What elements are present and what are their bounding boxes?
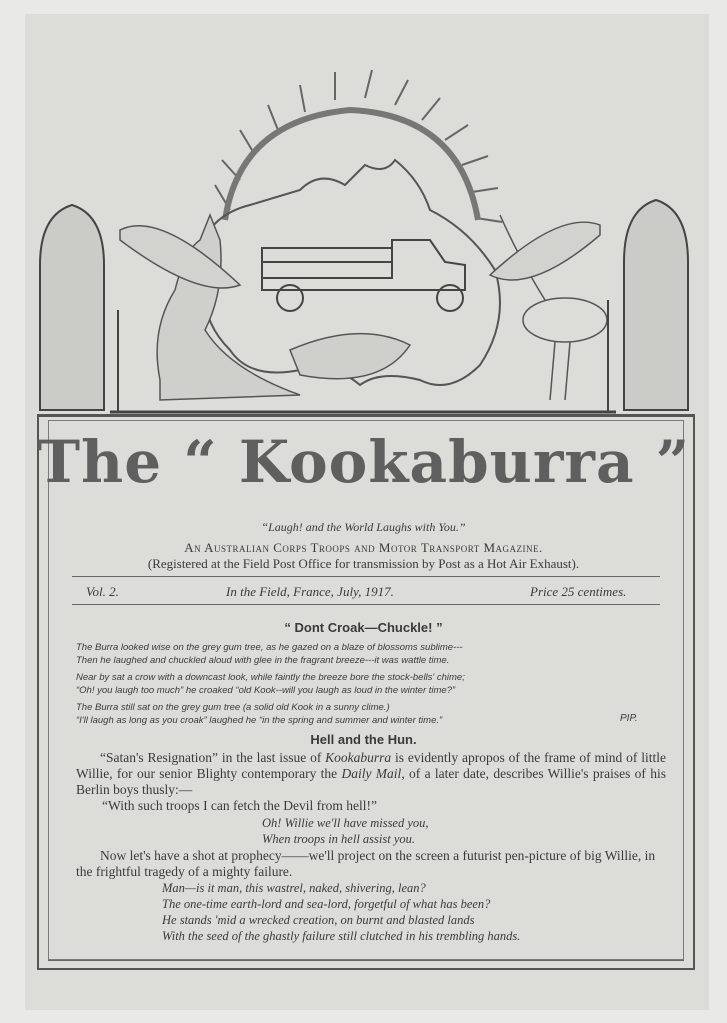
shell-right-icon xyxy=(624,200,688,410)
volume-number: Vol. 2. xyxy=(86,584,119,599)
publication-name: Daily Mail xyxy=(341,766,402,781)
poem-line: Near by sat a crow with a downcast look, while faintly the breeze bore the stock-bells' chime; xyxy=(76,672,465,683)
registration-note: (Registered at the Field Post Office for transmission by Post as a Hot Air Exhaust). xyxy=(147,556,580,571)
poem-line: “I'll laugh as long as you croak” laughed he “in the spring and summer and winter time.” xyxy=(76,714,443,726)
truck-icon xyxy=(262,240,465,311)
poem-signature: PIP. xyxy=(620,713,638,724)
verse-line: He stands 'mid a wrecked creation, on burnt and blasted lands xyxy=(162,913,475,927)
poem-line: The Burra still sat on the grey gum tree (a solid old Kook in a sunny clime.) xyxy=(76,702,390,713)
poem-line: “Oh! you laugh too much” he croaked “old Kook--will you laugh as loud in the winter time?” xyxy=(76,684,456,696)
price: Price 25 centimes. xyxy=(530,584,627,599)
motto: “Laugh! and the World Laughs with You.” xyxy=(261,520,466,534)
subtitle: An Australian Corps Troops and Motor Transport Magazine. xyxy=(184,540,543,555)
verse-line: With the seed of the ghastly failure still clutched in his trembling hands. xyxy=(162,929,521,943)
shell-left-icon xyxy=(40,205,104,410)
article-paragraph: Now let's have a shot at prophecy——we'll project on the screen a futurist pen-picture of big Willie, in the frightful tragedy of a mighty failure. xyxy=(76,848,656,879)
bottom-rule xyxy=(48,960,684,961)
boomerang-icon xyxy=(290,334,410,379)
verse xyxy=(262,815,429,847)
verse-line: When troops in hell assist you. xyxy=(262,832,416,846)
text-run: , of a later date, describes Willie's praises of his Berlin boys thusly:— xyxy=(76,766,666,797)
poem-line: Then he laughed and chuckled aloud with glee in the fragrant breeze---it was wattle time. xyxy=(76,654,450,666)
publication-name: Kookaburra xyxy=(325,750,392,765)
text-run: is evidently apropos of the frame of mind of little Willie, for our senior Blighty contemporary the xyxy=(76,750,666,781)
article-heading: Hell and the Hun. xyxy=(310,732,417,747)
verse-line: The one-time earth-lord and sea-lord, forgetful of what has been? xyxy=(162,897,491,911)
poem xyxy=(76,642,656,727)
masthead-illustration xyxy=(0,0,727,420)
magazine-title: The “ Kookaburra ” xyxy=(36,428,691,496)
text-run: “Satan's Resignation” in the last issue of xyxy=(100,750,326,765)
divider-bottom xyxy=(72,604,660,605)
quote: “With such troops I can fetch the Devil from hell!” xyxy=(102,798,377,813)
article-paragraph xyxy=(76,750,666,798)
verse-line: Man—is it man, this wastrel, naked, shivering, lean? xyxy=(162,881,426,895)
place-and-date: In the Field, France, July, 1917. xyxy=(226,584,394,599)
poem-line: The Burra looked wise on the grey gum tree, as he gazed on a blaze of blossoms sublime--- xyxy=(76,642,463,653)
verse-line: Oh! Willie we'll have missed you, xyxy=(262,816,429,830)
poem-heading: “ Dont Croak—Chuckle! ” xyxy=(284,620,443,635)
divider-top xyxy=(72,576,660,577)
verse xyxy=(162,880,520,944)
